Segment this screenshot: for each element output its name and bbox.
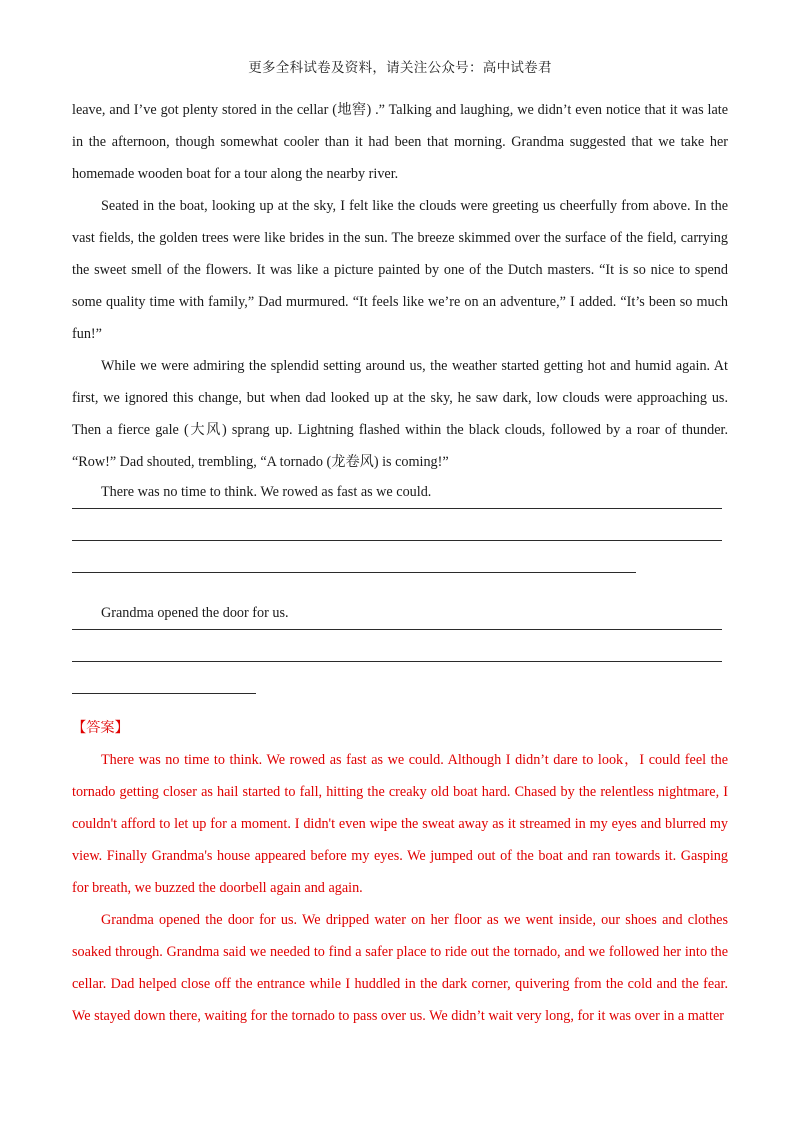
document-body [72, 94, 728, 1032]
story-paragraph-1: leave, and I’ve got plenty stored in the cellar (地窖) .” Talking and laughing, we didn’t even notice that it was late in the afternoon, though somewhat cooler than it had been that morning. Grandma suggested that we take her homemade wooden boat for a tour along the nearby river. [72, 102, 728, 182]
answer-line[interactable] [72, 629, 722, 630]
answer-line[interactable] [72, 508, 722, 509]
writing-prompt-2: Grandma opened the door for us. [101, 605, 289, 621]
page-header: 更多全科试卷及资料，请关注公众号：高中试卷君 [248, 60, 552, 76]
answer-line[interactable] [72, 572, 636, 573]
answer-lines-1 [72, 508, 728, 591]
writing-prompt-1: There was no time to think. We rowed as fast as we could. [101, 484, 432, 500]
answer-line[interactable] [72, 540, 722, 541]
answer-lines-2 [72, 629, 728, 712]
answer-line[interactable] [72, 661, 722, 662]
story-paragraph-3: While we were admiring the splendid setting around us, the weather started getting hot and humid again. At first, we ignored this change, but when dad looked up at the sky, he saw dark, low clouds were approaching us. Then a fierce gale (大风) sprang up. Lightning flashed within the black clouds, followed by a roar of thunder. “Row!” Dad shouted, trembling, “A tornado (龙卷风) is coming!” [72, 358, 728, 470]
answer-paragraph-2: Grandma opened the door for us. We dripped water on her floor as we went inside, our shoes and clothes soaked through. Grandma said we needed to find a safer place to ride out the tornado, and we followed her into the cellar. Dad helped close off the entrance while I huddled in the dark corner, quivering from the cold and the fear. We stayed down there, waiting for the tornado to pass over us. We didn’t wait very long, for it was over in a matter [72, 912, 728, 1024]
answer-label: 【答案】 [72, 720, 129, 736]
story-paragraph-2: Seated in the boat, looking up at the sky, I felt like the clouds were greeting us cheerfully from above. In the vast fields, the golden trees were like brides in the sun. The breeze skimmed over the surface of the field, carrying the sweet smell of the flowers. It was like a picture painted by one of the Dutch masters. “It is so nice to spend some quality time with family,” Dad murmured. “It feels like we’re on an adventure,” I added. “It’s been so much fun!” [72, 198, 728, 342]
answer-paragraph-1: There was no time to think. We rowed as fast as we could. Although I didn’t dare to look，I could feel the tornado getting closer as hail started to fall, hitting the creaky old boat hard. Chased by the relentless nightmare, I couldn't afford to let up for a moment. I didn't even wipe the sweat away as it streamed in my eyes and blurred my view. Finally Grandma's house appeared before my eyes. We jumped out of the boat and ran towards it. Gasping for breath, we buzzed the doorbell again and again. [72, 752, 728, 896]
answer-line[interactable] [72, 693, 256, 694]
